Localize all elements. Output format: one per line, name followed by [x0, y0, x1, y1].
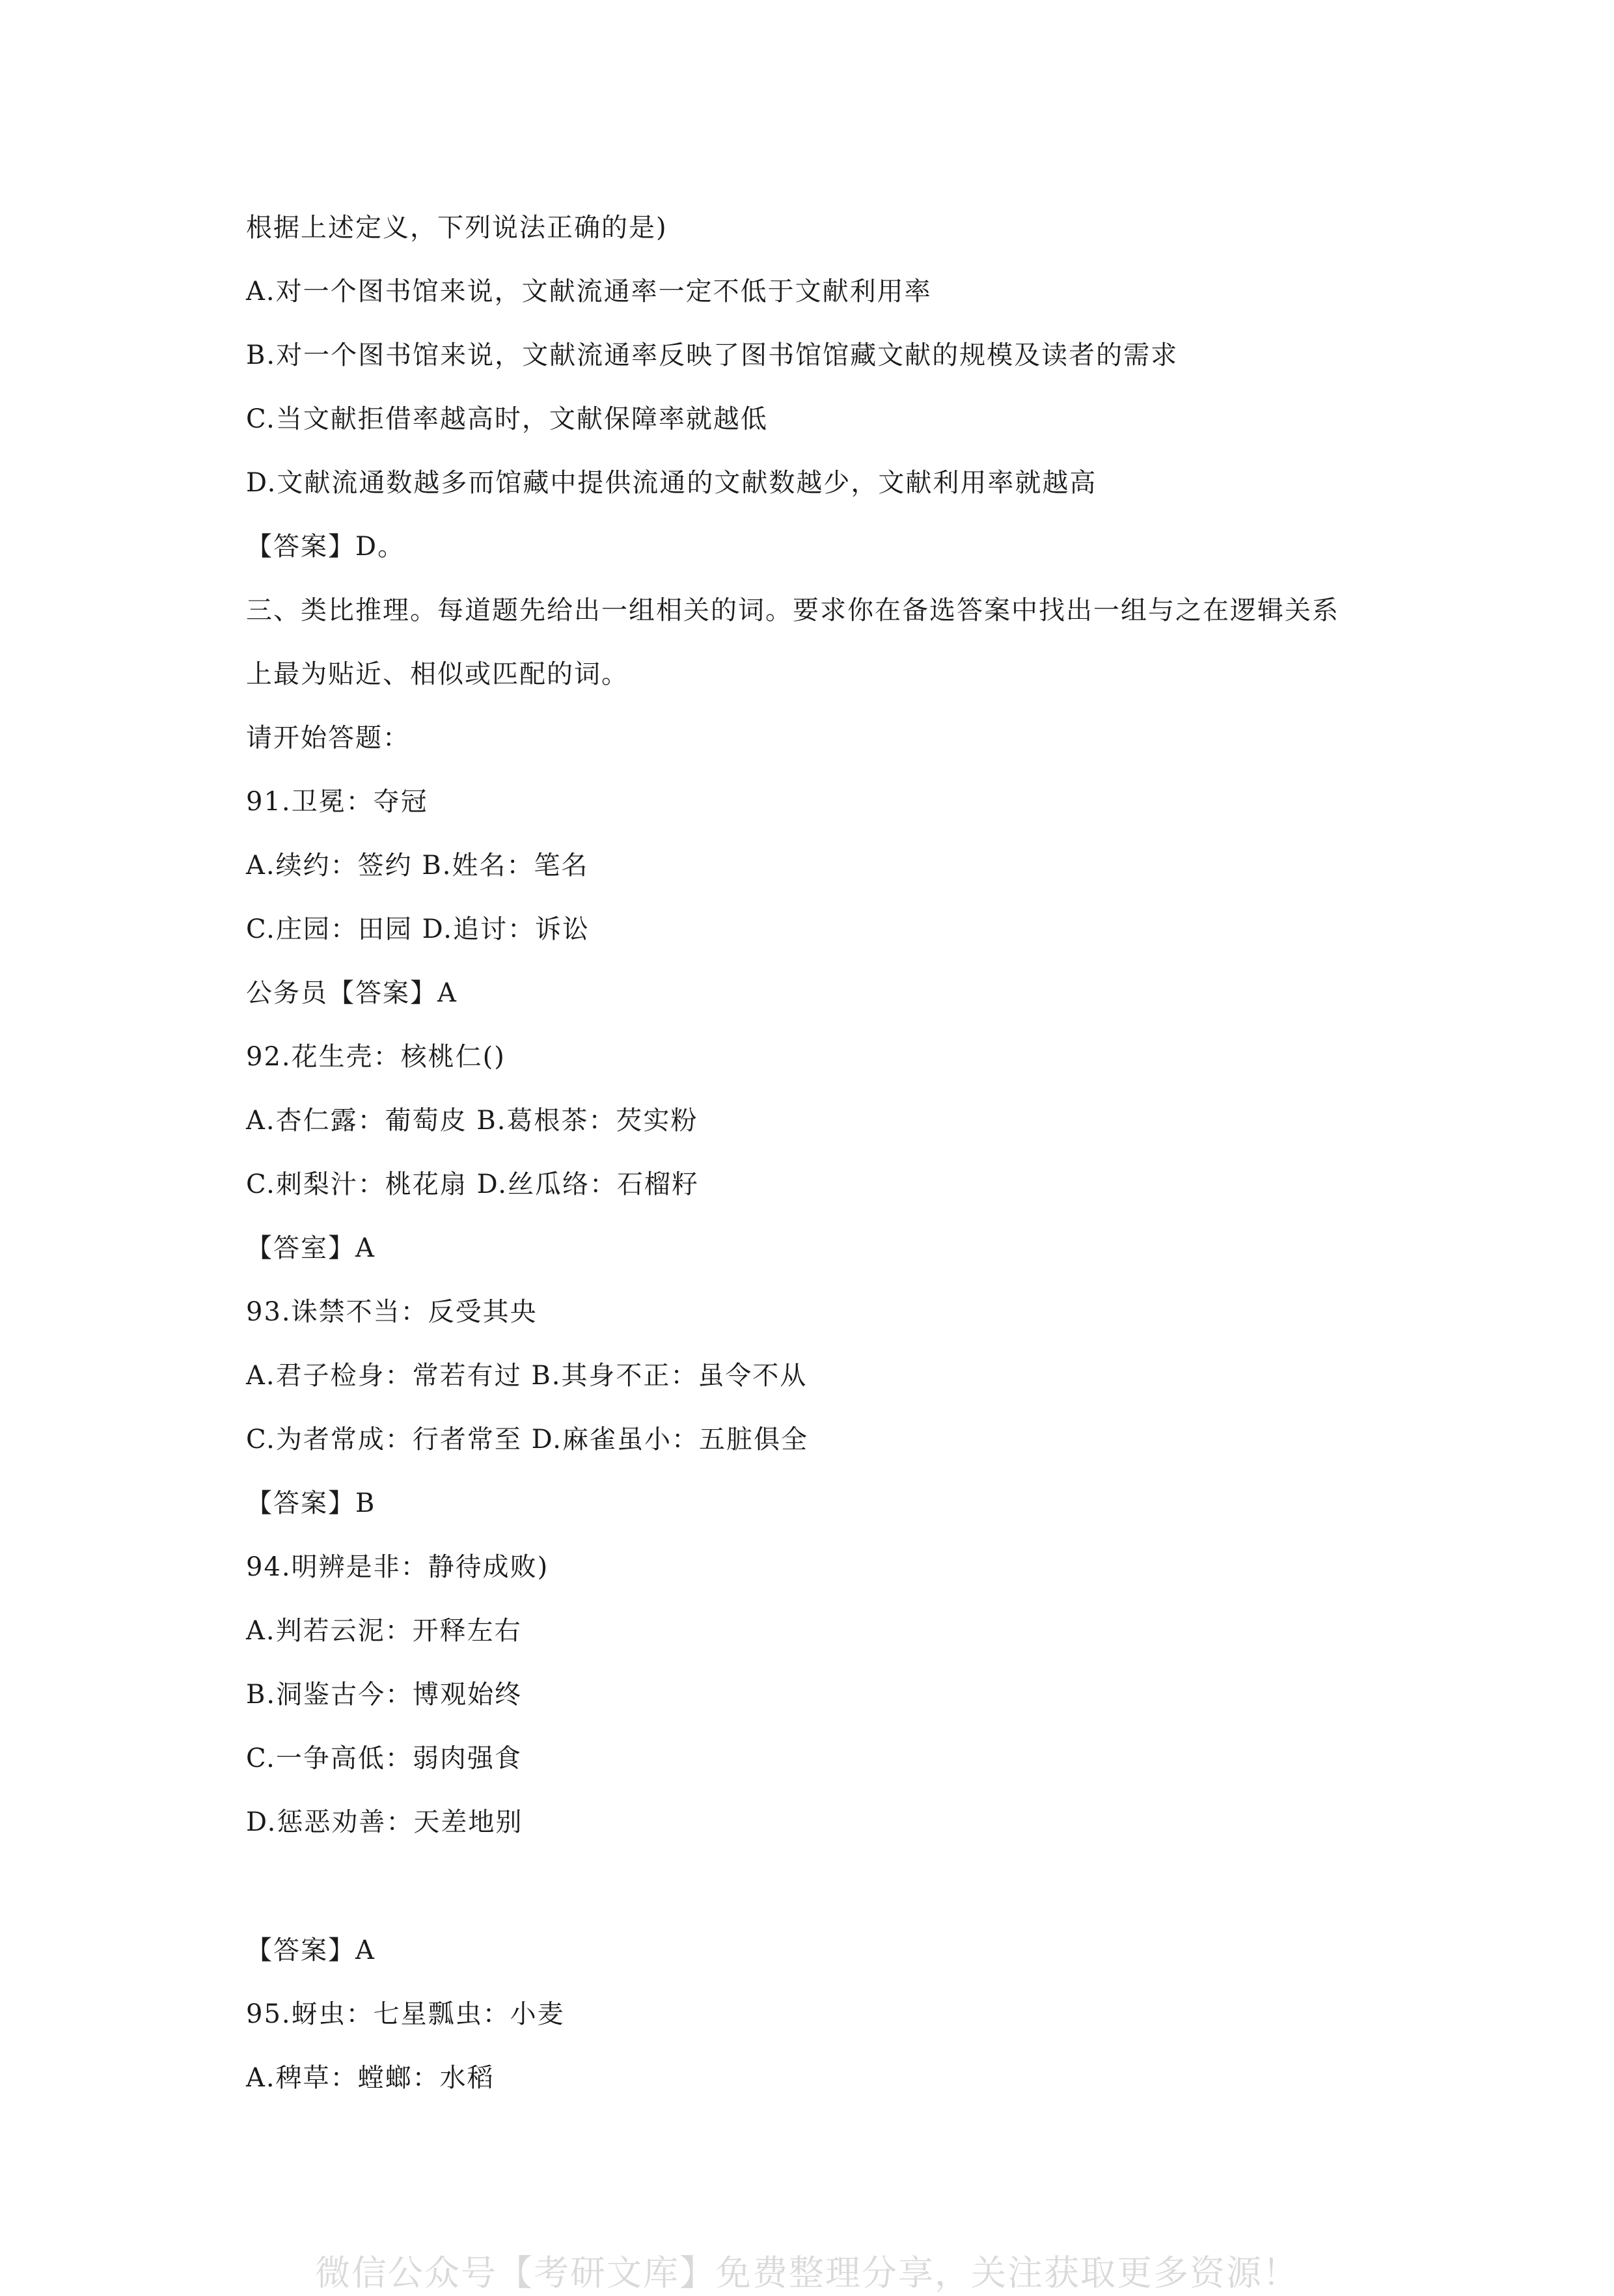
question-95: 95.蚜虫：七星瓢虫：小麦 [246, 1999, 565, 2029]
question-92: 92.花生壳：核桃仁() [246, 1042, 506, 1072]
question-95-option-a: A.稗草：螳螂：水稻 [246, 2063, 495, 2093]
question-94-option-b: B.洞鉴古今：博观始终 [246, 1680, 523, 1710]
text-line: 根据上述定义，下列说法正确的是) [246, 213, 668, 243]
question-94: 94.明辨是非：静待成败) [246, 1552, 549, 1582]
option-c: C.当文献拒借率越高时，文献保障率就越低 [246, 404, 768, 434]
option-a: A.对一个图书馆来说，文献流通率一定不低于文献利用率 [246, 277, 932, 307]
watermark-text: 微信公众号【考研文库】免费整理分享，关注获取更多资源！ [315, 2252, 1299, 2293]
section-heading-continued: 上最为贴近、相似或匹配的词。 [246, 659, 629, 689]
question-94-option-c: C.一争高低：弱肉强食 [246, 1743, 522, 1773]
question-91-options-ab: A.续约：签约 B.姓名：笔名 [246, 851, 589, 881]
option-b: B.对一个图书馆来说，文献流通率反映了图书馆馆藏文献的规模及读者的需求 [246, 340, 1179, 370]
question-94-option-a: A.判若云泥：开释左右 [246, 1616, 522, 1646]
question-91: 91.卫冕：夺冠 [246, 787, 428, 817]
question-92-options-cd: C.刺梨汁：桃花扇 D.丝瓜络：石榴籽 [246, 1169, 699, 1199]
question-93-options-cd: C.为者常成：行者常至 D.麻雀虽小：五脏俱全 [246, 1425, 808, 1455]
question-93: 93.诛禁不当：反受其央 [246, 1297, 538, 1327]
option-d: D.文献流通数越多而馆藏中提供流通的文献数越少，文献利用率就越高 [246, 468, 1097, 498]
instruction-line: 请开始答题： [246, 723, 410, 753]
section-heading: 三、类比推理。每道题先给出一组相关的词。要求你在备选答案中找出一组与之在逻辑关系 [246, 595, 1339, 625]
question-91-answer: 公务员【答案】A [246, 978, 458, 1008]
question-94-answer: 【答案】A [246, 1935, 376, 1965]
question-92-options-ab: A.杏仁露：葡萄皮 B.葛根茶：芡实粉 [246, 1106, 698, 1136]
answer-line: 【答案】D。 [246, 532, 405, 562]
question-93-options-ab: A.君子检身：常若有过 B.其身不正：虽令不从 [246, 1361, 808, 1391]
question-91-options-cd: C.庄园：田园 D.追讨：诉讼 [246, 914, 590, 944]
question-92-answer: 【答室】A [246, 1233, 376, 1263]
question-94-option-d: D.惩恶劝善：天差地别 [246, 1807, 523, 1837]
question-93-answer: 【答案】B [246, 1488, 376, 1518]
